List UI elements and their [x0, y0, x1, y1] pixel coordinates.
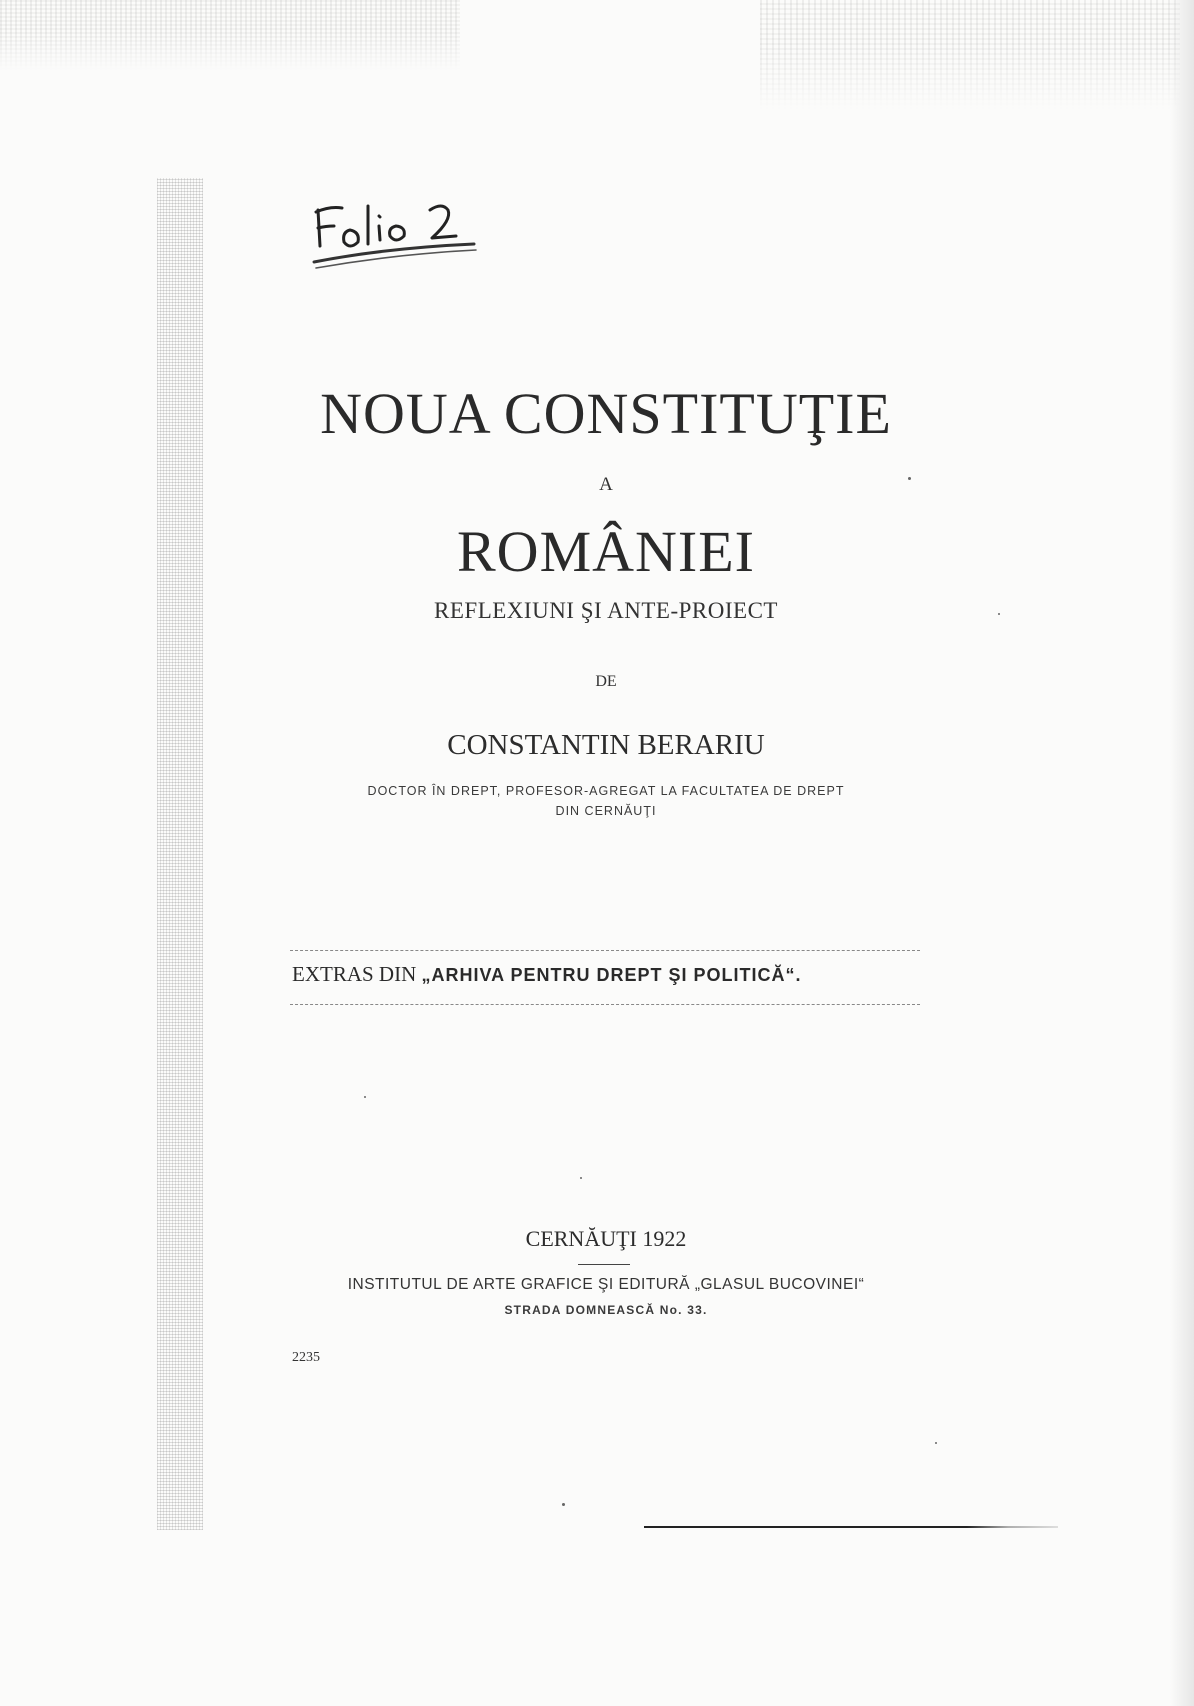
print-number: 2235 — [292, 1350, 320, 1365]
title-line-2: ROMÂNIEI — [457, 519, 755, 584]
extract-source: „ARHIVA PENTRU DREPT ŞI POLITICĂ“. — [421, 965, 802, 985]
credentials-line-2: DIN CERNĂUŢI — [555, 804, 657, 818]
imprint-publisher: INSTITUTUL DE ARTE GRAFICE ŞI EDITURĂ „GLASUL BUCOVINEI“ — [347, 1276, 865, 1293]
scan-speck — [935, 1442, 937, 1444]
subtitle: REFLEXIUNI ŞI ANTE-PROIECT — [434, 598, 778, 623]
extract-rule-top — [290, 950, 920, 951]
imprint-divider — [578, 1264, 630, 1265]
handwritten-folio-note — [306, 196, 496, 286]
title-connector: A — [599, 474, 613, 495]
scan-noise-top-right — [760, 0, 1180, 110]
extract-rule-bottom — [290, 1004, 920, 1005]
bottom-rule — [644, 1526, 1058, 1528]
extract-prefix: EXTRAS DIN — [292, 962, 417, 986]
author-name: CONSTANTIN BERARIU — [447, 729, 765, 761]
scan-speck — [998, 613, 1000, 615]
scan-noise-top-left — [0, 0, 460, 70]
extract-notice — [292, 962, 932, 987]
by-label: DE — [595, 673, 617, 690]
scan-speck — [562, 1503, 565, 1506]
scan-shadow-left-edge — [157, 178, 203, 1530]
scan-speck — [364, 1096, 366, 1098]
scan-speck — [908, 477, 911, 480]
author-credentials — [296, 781, 916, 821]
credentials-line-1: DOCTOR ÎN DREPT, PROFESOR-AGREGAT LA FACULTATEA DE DREPT — [367, 784, 845, 798]
imprint-place-year: CERNĂUŢI 1922 — [525, 1226, 687, 1251]
imprint-street: STRADA DOMNEASCĂ No. 33. — [504, 1303, 708, 1317]
scan-speck — [580, 1177, 582, 1179]
title-line-1: NOUA CONSTITUŢIE — [320, 381, 892, 446]
scan-shadow-right-edge — [1170, 0, 1194, 1706]
